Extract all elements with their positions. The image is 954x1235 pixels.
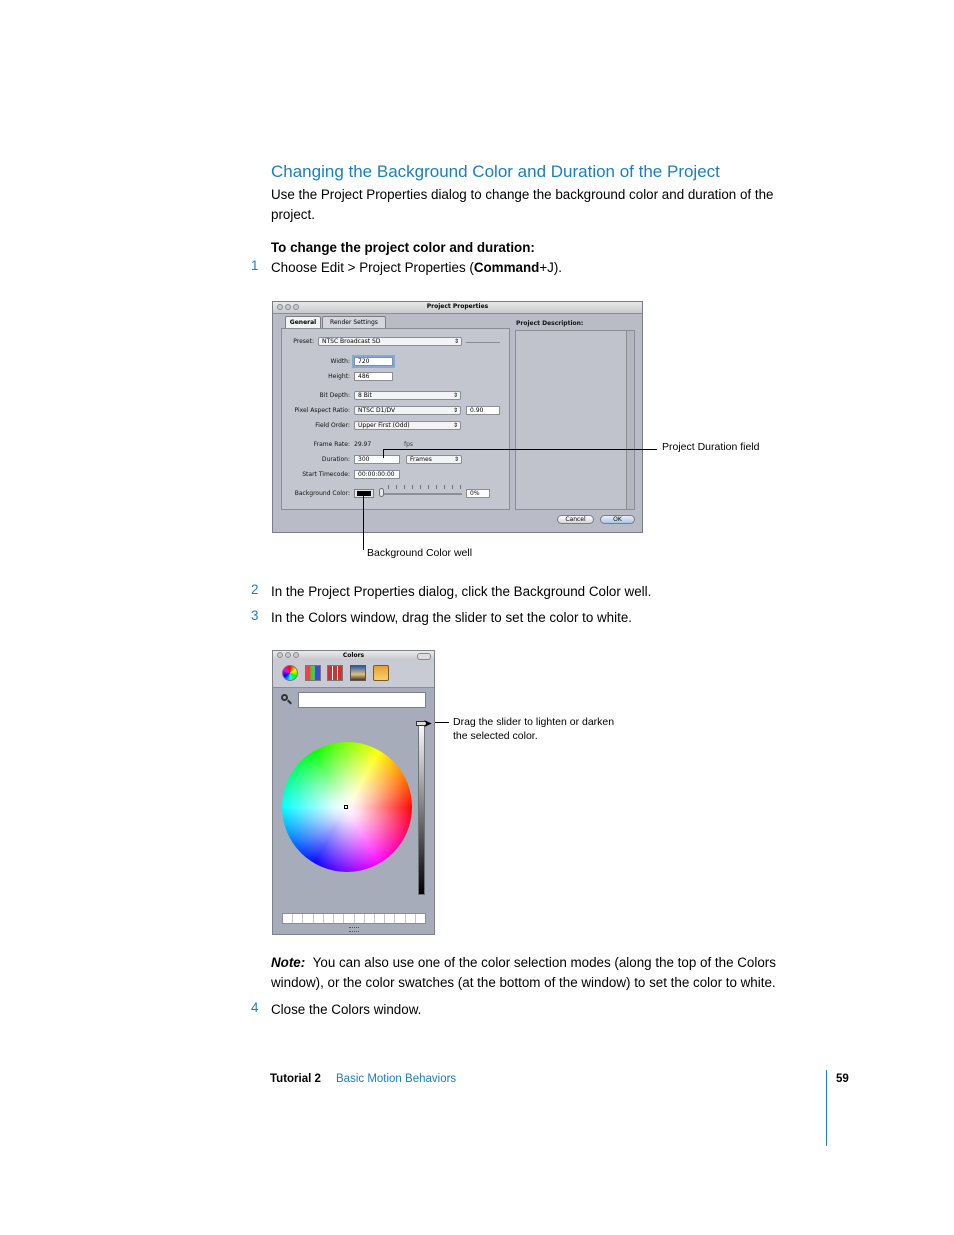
intro-line-1: Use the Project Properties dialog to change the background color and duration of the: [271, 187, 774, 202]
note-text-1: You can also use one of the color selection modes (along the top of the Colors: [312, 955, 776, 970]
fps-label: fps: [404, 441, 414, 448]
color-wheel-mode-icon[interactable]: [282, 665, 298, 681]
step-number: 1: [251, 258, 259, 273]
footer-chapter: Tutorial 2: [270, 1073, 321, 1085]
height-field[interactable]: 486: [354, 372, 393, 381]
width-label: Width:: [330, 358, 350, 365]
preset-label: Preset:: [293, 338, 314, 345]
color-swatches[interactable]: [282, 913, 426, 924]
start-timecode-field[interactable]: 00:00:00:00: [354, 470, 400, 479]
cancel-button[interactable]: Cancel: [557, 515, 594, 524]
duration-callout: Project Duration field: [662, 441, 760, 453]
popup-arrows-icon: ⇕: [453, 456, 459, 463]
preset-value: NTSC Broadcast SD: [322, 338, 381, 345]
step-number: 2: [251, 582, 259, 597]
height-label: Height:: [328, 373, 350, 380]
color-palettes-mode-icon[interactable]: [327, 665, 343, 681]
popup-arrows-icon: ⇕: [452, 392, 458, 399]
duration-unit-value: Frames: [410, 456, 432, 463]
resize-grip[interactable]: [349, 927, 359, 932]
window-title: Project Properties: [426, 303, 489, 310]
procedure-title: To change the project color and duration:: [271, 240, 535, 255]
tab-render-settings[interactable]: Render Settings: [322, 316, 386, 328]
color-mode-toolbar: [273, 660, 434, 688]
duration-label: Duration:: [321, 456, 350, 463]
tab-general[interactable]: General: [285, 316, 321, 328]
color-wheel-cursor[interactable]: [344, 805, 348, 809]
step-number: 3: [251, 608, 259, 623]
step-1-pre: Choose Edit > Project Properties (: [271, 260, 474, 275]
section-heading: Changing the Background Color and Duration of the Project: [271, 162, 720, 181]
width-field[interactable]: 720: [354, 357, 393, 366]
start-timecode-label: Start Timecode:: [302, 471, 350, 478]
pixel-aspect-field[interactable]: 0.90: [466, 406, 500, 415]
image-palettes-mode-icon[interactable]: [350, 665, 366, 681]
note-line-2: window), or the color swatches (at the bottom of the window) to set the color to white.: [271, 975, 776, 990]
step-number: 4: [251, 1000, 259, 1015]
frame-rate-label: Frame Rate:: [313, 441, 350, 448]
field-order-label: Field Order:: [315, 422, 350, 429]
brightness-slider[interactable]: [418, 721, 425, 895]
bit-depth-label: Bit Depth:: [319, 392, 350, 399]
pixel-aspect-label: Pixel Aspect Ratio:: [294, 407, 350, 414]
pixel-aspect-value: NTSC D1/DV: [358, 407, 396, 414]
ok-button[interactable]: OK: [600, 515, 635, 524]
step-4-text: Close the Colors window.: [271, 1002, 422, 1017]
colors-window: [272, 650, 435, 935]
toolbar-toggle-button[interactable]: [417, 653, 431, 660]
slider-callout-line-1: Drag the slider to lighten or darken: [453, 716, 615, 728]
step-3-text: In the Colors window, drag the slider to set the color to white.: [271, 610, 632, 625]
slider-callout-line-2: the selected color.: [453, 730, 538, 742]
footer-divider: [826, 1070, 827, 1146]
magnifier-icon[interactable]: [281, 694, 292, 705]
step-2-text: In the Project Properties dialog, click the Background Color well.: [271, 584, 652, 599]
background-color-label: Background Color:: [294, 490, 350, 497]
popup-arrows-icon: ⇕: [452, 407, 458, 414]
page-number: 59: [836, 1073, 849, 1085]
step-1-shortcut-key: Command: [473, 260, 540, 275]
background-percent-field[interactable]: 0%: [466, 489, 490, 498]
window-title: Colors: [342, 652, 365, 659]
intro-line-2: project.: [271, 207, 315, 222]
step-1-post: +J).: [539, 260, 563, 275]
note-line-1: [271, 953, 776, 973]
field-order-value: Upper First (Odd): [358, 422, 410, 429]
bgwell-callout: Background Color well: [367, 547, 473, 559]
crayons-mode-icon[interactable]: [373, 665, 389, 681]
project-description-label: Project Description:: [516, 320, 584, 327]
color-preview-bar[interactable]: [298, 692, 426, 708]
mouse-pointer-icon: ➤: [423, 717, 433, 730]
duration-field[interactable]: 300: [354, 455, 400, 464]
popup-arrows-icon: ⇕: [452, 422, 458, 429]
footer-chapter-title: Basic Motion Behaviors: [336, 1073, 457, 1085]
bit-depth-value: 8 Bit: [358, 392, 372, 399]
color-sliders-mode-icon[interactable]: [305, 665, 321, 681]
frame-rate-value: 29.97: [354, 441, 372, 448]
note-label: Note:: [271, 955, 306, 970]
popup-arrows-icon: ⇕: [453, 338, 459, 345]
